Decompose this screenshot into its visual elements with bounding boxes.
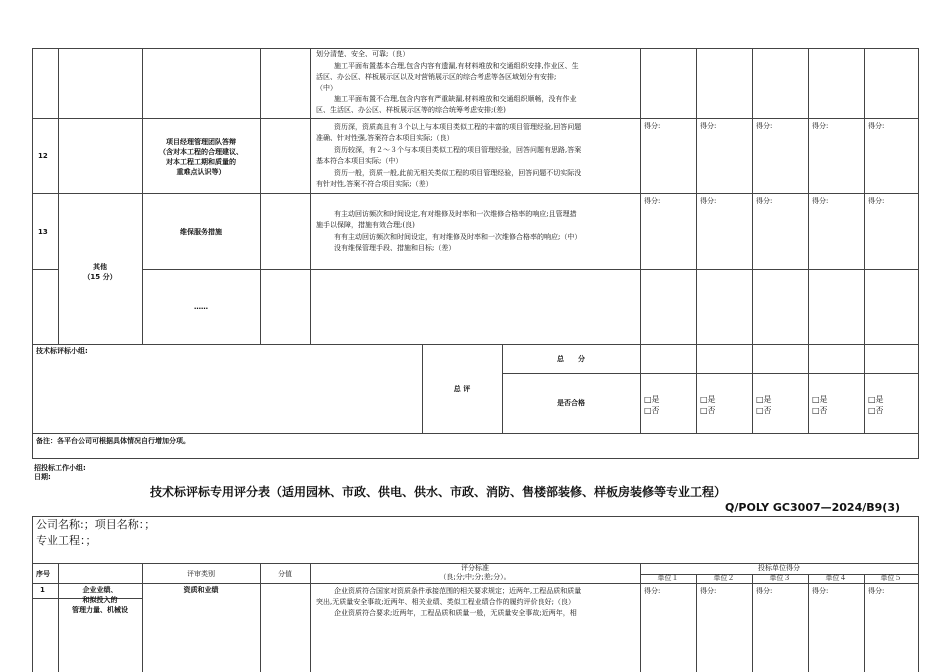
header-unit: 单位４	[825, 574, 847, 582]
criteria-line: 有主动回访频次和时间设定,有对维修及时率和一次维修合格率的响应;且管理措	[334, 210, 577, 218]
criteria-line: 资历深，资质高且有３个以上与本项目类似工程的丰富的项目管理经验,回答问题	[334, 123, 582, 131]
no-checkbox[interactable]: □否	[700, 406, 716, 415]
summary-top-border	[32, 344, 919, 345]
col-unit2-right	[752, 48, 753, 433]
summary-divider-3	[640, 344, 641, 433]
score-cell[interactable]: 得分:	[812, 122, 829, 130]
col-criteria-right	[640, 48, 641, 344]
table2-left-border	[32, 516, 33, 672]
ellipsis-item: ……	[194, 303, 208, 311]
col-category-right	[142, 48, 143, 344]
row12-item-line: 项目经理管理团队答辩	[166, 138, 236, 146]
category-other-points: （15 分）	[83, 273, 117, 281]
score-cell[interactable]: 得分:	[868, 587, 885, 595]
criteria-line: 资历较深，有２～３个与本项目类似工程的项目管理经验，回答问题有思路,答案	[334, 146, 582, 154]
criteria-line: 施手以保障，措施有效合理;(良)	[316, 221, 415, 229]
header-unit: 单位１	[657, 574, 679, 582]
t2-col-unit1-right	[696, 574, 697, 672]
row12-item-line: 重难点认识等）	[176, 168, 226, 176]
score-cell[interactable]: 得分:	[756, 587, 773, 595]
row-ellipsis-top-border-left	[32, 269, 58, 270]
header-unit: 单位２	[713, 574, 735, 582]
t2-col-unit2-right	[752, 574, 753, 672]
t2-col-unit4-right	[864, 574, 865, 672]
qualified-label: 是否合格	[557, 399, 585, 407]
header-unit: 单位５	[880, 574, 902, 582]
row1-category-line: 和拟投入的	[82, 596, 118, 604]
criteria-line: 资历一般，资质一般,此前无相关类似工程的项目管理经验，回答问题不切实际没	[334, 169, 582, 177]
company-line: 公司名称:；项目名称：；	[36, 518, 156, 531]
bid-group-label: 招投标工作小组:	[34, 464, 86, 472]
panel-label: 技术标评标小组:	[36, 347, 88, 355]
row1-item: 资质和业绩	[183, 586, 219, 594]
row12-number: 12	[38, 152, 48, 160]
col-score-right	[310, 48, 311, 344]
yes-checkbox[interactable]: □是	[868, 395, 884, 404]
total-review-label: 总 评	[453, 385, 471, 393]
header-no: 序号	[36, 570, 50, 578]
page-title: 技术标评标专用评分表（适用园林、市政、供电、供水、市政、消防、售楼部装修、样板房装修等专业工程）	[150, 485, 727, 499]
row13-item: 维保服务措施	[180, 228, 222, 236]
row13-top-border	[32, 193, 919, 194]
t2-col-no-right	[58, 563, 59, 672]
score-cell[interactable]: 得分:	[868, 197, 885, 205]
summary-mid-border	[502, 373, 919, 374]
t2-col-unit3-right	[808, 574, 809, 672]
header-bidder-score: 投标单位得分	[758, 564, 800, 572]
header-criteria-sub: （良;分;中;分;差;分）。	[439, 573, 511, 581]
score-cell[interactable]: 得分:	[756, 197, 773, 205]
criteria-line: 有有主动回访频次和时间设定，有对维修及时率和一次维修合格率的响应;（中）	[334, 233, 582, 241]
col-unit3-right	[808, 48, 809, 433]
no-checkbox[interactable]: □否	[868, 406, 884, 415]
score-cell[interactable]: 得分:	[644, 197, 661, 205]
row12-top-border	[32, 118, 919, 119]
table2-right-border	[918, 516, 919, 672]
col-unit1-right	[696, 48, 697, 433]
header-unit: 单位３	[769, 574, 791, 582]
score-cell[interactable]: 得分:	[756, 122, 773, 130]
row12-item-line: 对本工程工期和质量的	[166, 158, 236, 166]
table2-top-border	[32, 516, 919, 517]
doc-code: Q/POLY GC3007—2024/B9(3)	[725, 501, 900, 514]
score-cell[interactable]: 得分:	[868, 122, 885, 130]
note-top-border	[32, 433, 919, 434]
score-cell[interactable]: 得分:	[812, 587, 829, 595]
row12-item-line: （含对本工程的合理建议、	[159, 148, 243, 156]
table1-bottom-border	[32, 458, 919, 459]
criteria-line: （中）	[316, 84, 337, 92]
header-criteria: 评分标准	[461, 564, 489, 572]
col-unit4-right	[864, 48, 865, 433]
yes-checkbox[interactable]: □是	[812, 395, 828, 404]
criteria-line: 没有维保管理手段、措施和目标;（差）	[334, 244, 456, 252]
total-score-label: 总 分	[557, 355, 585, 363]
score-cell[interactable]: 得分:	[700, 587, 717, 595]
row13-number: 13	[38, 228, 48, 236]
criteria-line: 企业资质符合要求;近两年，工程品质和质量一般，无质量安全事故;近两年，相	[334, 609, 577, 617]
row1-category-line: 企业业绩、	[82, 586, 118, 594]
score-cell[interactable]: 得分:	[700, 122, 717, 130]
criteria-line: 区、生活区、办公区、样板展示区等的综合统筹考虑安排;(差)	[316, 106, 506, 114]
date-label: 日期:	[34, 473, 51, 481]
no-checkbox[interactable]: □否	[812, 406, 828, 415]
table1-left-border	[32, 48, 33, 458]
yes-checkbox[interactable]: □是	[700, 395, 716, 404]
table1-top-border	[32, 48, 919, 49]
header-category: 评审类别	[187, 570, 215, 578]
criteria-line: 活区、办公区、样板展示区以及对营销展示区的综合考虑等各区域划分有安排;	[316, 73, 557, 81]
score-cell[interactable]: 得分:	[812, 197, 829, 205]
col-item-right	[260, 48, 261, 344]
yes-checkbox[interactable]: □是	[756, 395, 772, 404]
criteria-line: 突出,无质量安全事故;近两年、相关业绩、类似工程业绩合作的履约评价良好;（良）	[316, 598, 575, 606]
row-ellipsis-top-border	[142, 269, 919, 270]
score-cell[interactable]: 得分:	[644, 122, 661, 130]
specialty-line: 专业工程：；	[36, 534, 97, 547]
criteria-line: 划分清楚、安全、可靠;（良）	[316, 50, 410, 58]
row1-number: 1	[40, 586, 45, 594]
criteria-line: 基本符合本项目实际;（中）	[316, 157, 403, 165]
header-score: 分值	[278, 570, 292, 578]
yes-checkbox[interactable]: □是	[644, 395, 660, 404]
criteria-line: 有针对性,答案不符合项目实际;（差）	[316, 180, 433, 188]
score-cell[interactable]: 得分:	[700, 197, 717, 205]
category-other: 其他	[93, 263, 107, 271]
no-checkbox[interactable]: □否	[644, 406, 660, 415]
criteria-line: 企业资质符合国家对资质条件承接范围的相关要求规定；近两年,工程品质和质量	[334, 587, 582, 595]
criteria-line: 施工平面布置基本合理,包含内容有遗漏,有材料堆放和交通组织安排,作业区、生	[334, 62, 579, 70]
col-no-right	[58, 48, 59, 344]
criteria-line: 施工平面布置不合理,包含内容有严重缺漏,材料堆放和交通组织顺畅，没有作业	[334, 95, 577, 103]
table1-right-border	[918, 48, 919, 458]
score-cell[interactable]: 得分:	[644, 587, 661, 595]
criteria-line: 准确、针对性强,答案符合本项目实际;（良）	[316, 134, 454, 142]
row1-category-line: 管理力量、机械设	[72, 606, 128, 614]
note: 备注：各平台公司可根据具体情况自行增加分项。	[36, 437, 190, 445]
no-checkbox[interactable]: □否	[756, 406, 772, 415]
